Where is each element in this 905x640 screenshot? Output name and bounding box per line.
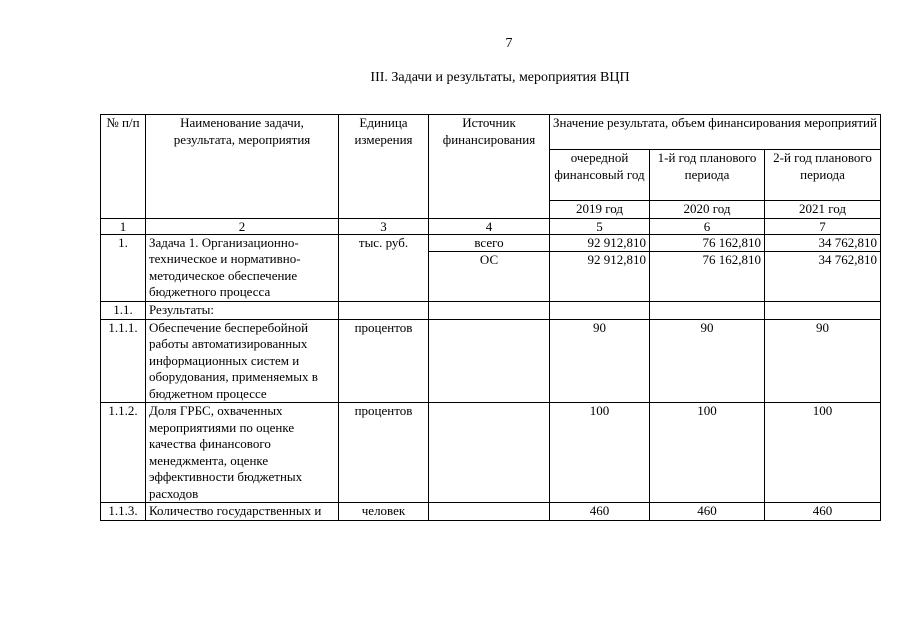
result-number: 1.1.3. bbox=[101, 503, 146, 521]
result-value-2021: 100 bbox=[765, 403, 881, 503]
task-value-2021-os: 34 762,810 bbox=[765, 252, 881, 302]
empty-cell bbox=[650, 302, 765, 320]
result-unit: человек bbox=[339, 503, 429, 521]
result-value-2021: 460 bbox=[765, 503, 881, 521]
task-number: 1. bbox=[101, 234, 146, 302]
task-source-total: всего bbox=[429, 234, 550, 252]
result-number: 1.1.2. bbox=[101, 403, 146, 503]
header-year-2020: 2020 год bbox=[650, 201, 765, 219]
results-label: Результаты: bbox=[146, 302, 339, 320]
header-number: № п/п bbox=[101, 115, 146, 219]
results-number: 1.1. bbox=[101, 302, 146, 320]
result-source bbox=[429, 503, 550, 521]
task-value-2019-os: 92 912,810 bbox=[550, 252, 650, 302]
result-source bbox=[429, 403, 550, 503]
header-source: Источник финансирования bbox=[429, 115, 550, 219]
result-name: Обеспечение бесперебойной работы автоматизированных информационных систем и оборудования, применяемых в бюджетном процессе bbox=[146, 319, 339, 403]
section-title: III. Задачи и результаты, мероприятия ВЦП bbox=[370, 70, 630, 85]
column-number: 7 bbox=[765, 218, 881, 234]
header-year-2021: 2021 год bbox=[765, 201, 881, 219]
header-values-group: Значение результата, объем финансирования мероприятий bbox=[550, 115, 881, 150]
task-name: Задача 1. Организационно-техническое и нормативно-методическое обеспечение бюджетного процесса bbox=[146, 234, 339, 302]
task-value-2020-os: 76 162,810 bbox=[650, 252, 765, 302]
results-table bbox=[100, 114, 881, 521]
header-year-2019: 2019 год bbox=[550, 201, 650, 219]
header-current-year: очередной финансовый год bbox=[550, 150, 650, 201]
empty-cell bbox=[765, 302, 881, 320]
result-name: Количество государственных и bbox=[146, 503, 339, 521]
column-number: 1 bbox=[101, 218, 146, 234]
result-number: 1.1.1. bbox=[101, 319, 146, 403]
empty-cell bbox=[429, 302, 550, 320]
header-unit: Единица измерения bbox=[339, 115, 429, 219]
empty-cell bbox=[550, 302, 650, 320]
result-value-2021: 90 bbox=[765, 319, 881, 403]
result-unit: процентов bbox=[339, 319, 429, 403]
result-value-2020: 100 bbox=[650, 403, 765, 503]
result-unit: процентов bbox=[339, 403, 429, 503]
column-number: 6 bbox=[650, 218, 765, 234]
result-name: Доля ГРБС, охваченных мероприятиями по оценке качества финансового менеджмента, оценке эффективности бюджетных расходов bbox=[146, 403, 339, 503]
header-name: Наименование задачи, результата, мероприятия bbox=[146, 115, 339, 219]
task-source-os: ОС bbox=[429, 252, 550, 302]
page-number: 7 bbox=[505, 36, 513, 51]
header-plan-year-1: 1-й год планового периода bbox=[650, 150, 765, 201]
task-value-2019-total: 92 912,810 bbox=[550, 234, 650, 252]
empty-cell bbox=[339, 302, 429, 320]
task-value-2021-total: 34 762,810 bbox=[765, 234, 881, 252]
column-number: 4 bbox=[429, 218, 550, 234]
task-unit: тыс. руб. bbox=[339, 234, 429, 302]
column-number: 3 bbox=[339, 218, 429, 234]
task-value-2020-total: 76 162,810 bbox=[650, 234, 765, 252]
header-plan-year-2: 2-й год планового периода bbox=[765, 150, 881, 201]
result-value-2019: 100 bbox=[550, 403, 650, 503]
result-value-2020: 90 bbox=[650, 319, 765, 403]
column-number: 2 bbox=[146, 218, 339, 234]
result-source bbox=[429, 319, 550, 403]
result-value-2020: 460 bbox=[650, 503, 765, 521]
result-value-2019: 460 bbox=[550, 503, 650, 521]
result-value-2019: 90 bbox=[550, 319, 650, 403]
column-number: 5 bbox=[550, 218, 650, 234]
